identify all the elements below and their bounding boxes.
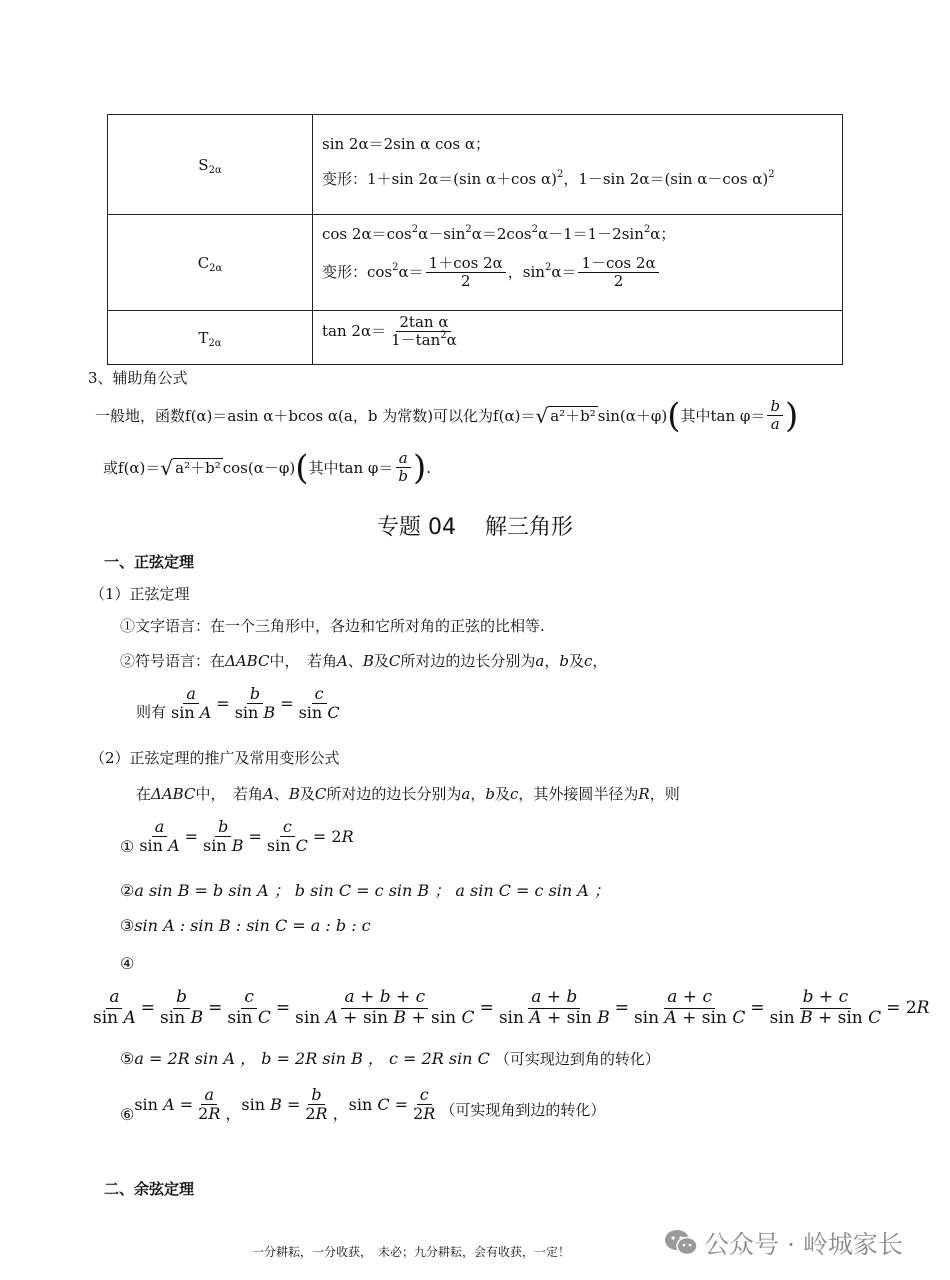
formula-3	[120, 916, 371, 935]
watermark-text: 公众号 · 岭城家长	[704, 1230, 903, 1259]
c2a-frac1	[426, 255, 506, 291]
eq-sign: =	[216, 694, 230, 714]
s2a-line2-b: ，1－sin 2α＝(sin α－cos α)	[563, 170, 769, 188]
t: ，	[592, 652, 608, 670]
aux-p1-frac	[767, 398, 783, 434]
eq-sign: =	[614, 998, 629, 1019]
sup-2: 2	[392, 261, 399, 273]
frac-sum-ac: $\frac{a + c}{\text{sin A + sin C}}$	[633, 987, 746, 1028]
s2a-sup2: 2	[768, 169, 775, 180]
t: 及	[373, 652, 389, 670]
frac-num: 1＋cos 2α	[426, 255, 506, 273]
formula-6	[120, 1086, 605, 1124]
frac-b-sinB: $\frac{b}{\text{sin B}}$	[160, 987, 204, 1028]
label-sub: 2α	[208, 164, 222, 176]
frac-a-sinA: $\frac{a}{\text{sin A}}$	[93, 987, 136, 1028]
circle-number: ⑥	[120, 1104, 135, 1124]
s2a-line2-a: 变形：1＋sin 2α＝(sin α＋cos α)	[322, 170, 557, 188]
frac-a-2r: $\frac{a}{2R}$	[198, 1085, 221, 1124]
aux-p2-after: cos(α－φ)	[222, 459, 296, 478]
t: 中， 若角	[195, 785, 263, 803]
label-main: S	[198, 155, 209, 174]
var: b	[559, 652, 569, 670]
c2a-v-prefix: 变形：cos	[322, 262, 393, 281]
label-main: T	[198, 328, 209, 347]
row-label-s2a	[108, 115, 313, 215]
eq-sign: =	[184, 827, 199, 847]
eq-sign: =	[275, 998, 291, 1019]
eq-2r: = 2R	[312, 827, 354, 847]
s2a-line1: sin 2α＝2sin α cos α；	[322, 135, 490, 153]
t: 及	[568, 652, 584, 670]
row-body-c2a	[313, 215, 843, 311]
aux-p1-func: f(α)＝asin α＋bcos α(a，b 为常数)可以化为	[185, 407, 494, 426]
frac-num: b	[767, 398, 783, 416]
eq-2r: = 2R	[886, 998, 930, 1019]
c2a-a: cos 2α＝cos	[322, 225, 412, 243]
var: C	[388, 652, 401, 670]
circle-number: ①	[120, 836, 135, 856]
frac-b-sinB: $\frac{b}{\text{sin B}}$	[203, 817, 244, 856]
row-body-t2a	[313, 311, 843, 365]
radicand: a²＋b²	[550, 406, 596, 425]
aux-p1-f: f(α)＝	[493, 407, 536, 426]
row-label-c2a	[108, 215, 313, 311]
eq-sign: =	[280, 694, 294, 714]
eq6-note: （可实现角到边的转化）	[440, 1100, 606, 1119]
t: 及	[299, 785, 315, 803]
c2a-e: α；	[650, 225, 676, 243]
formula-5	[120, 1046, 660, 1069]
t2a-prefix: tan 2α＝	[322, 321, 387, 340]
t: ，其外接圆半径为	[518, 785, 639, 803]
circle-number: ⑤	[120, 1049, 135, 1068]
var: A	[262, 785, 274, 803]
s2a-formula	[322, 133, 490, 154]
sub-sine-rule: （1）正弦定理	[90, 585, 190, 603]
c2a-b: α－sin	[418, 225, 466, 243]
frac-den: a	[770, 415, 780, 434]
right-paren: )	[785, 395, 799, 436]
table-row-s2a	[108, 115, 843, 215]
item-symbol-language	[120, 650, 607, 671]
eq-sign: =	[248, 827, 262, 847]
circle-number: ③	[120, 916, 135, 935]
frac-den-main: 1－tan	[391, 331, 441, 350]
watermark	[664, 1225, 903, 1261]
t: 所对边的边长分别为	[400, 652, 536, 670]
sub-extension: （2）正弦定理的推广及常用变形公式	[90, 749, 340, 767]
aux-title: 3、辅助角公式	[88, 369, 188, 387]
s2a-variant	[322, 168, 775, 189]
t2a-formula	[322, 314, 462, 350]
frac-c-sinC: $\frac{c}{\text{sin C}}$	[298, 684, 340, 723]
right-paren: )	[412, 447, 427, 488]
t: 在	[136, 785, 152, 803]
frac-num: 2tan α	[396, 314, 451, 332]
t: 中， 若角	[269, 652, 337, 670]
frac-a-sinA: $\frac{a}{\text{sin A}}$	[171, 684, 212, 723]
sinA-eq: sin A =	[134, 1095, 194, 1115]
formula-2	[120, 878, 610, 901]
var: a	[535, 652, 545, 670]
aux-p1-prefix: 一般地，函数	[95, 407, 186, 426]
frac-den	[388, 332, 460, 349]
section-cosine-rule: 二、余弦定理	[104, 1180, 195, 1198]
var: A	[336, 652, 348, 670]
var: c	[509, 785, 519, 803]
t: ，则	[649, 785, 680, 803]
sup-2: 2	[440, 330, 447, 342]
triangle-abc: ΔABC	[225, 652, 270, 670]
t: ②符号语言：在	[120, 652, 226, 670]
radical-sign: √	[535, 403, 549, 428]
topic-heading: 专题 04 解三角形	[377, 515, 573, 540]
aux-p2-sqrt	[160, 455, 222, 480]
frac-num: 1－cos 2α	[578, 255, 658, 273]
formula-table	[107, 114, 843, 365]
aux-p1-sqrt	[535, 403, 597, 428]
row-body-s2a	[313, 115, 843, 215]
sup-2: 2	[643, 224, 651, 235]
sinC-eq: sin C =	[348, 1095, 409, 1115]
c2a-c: α＝2cos	[471, 225, 532, 243]
aux-p2-frac	[395, 450, 411, 486]
eq-sign: =	[750, 998, 765, 1019]
aux-line2	[103, 447, 432, 488]
aux-p2-end: .	[426, 458, 432, 477]
var: c	[583, 652, 593, 670]
triangle-abc: ΔABC	[151, 785, 196, 803]
frac-c-sinC: $\frac{c}{\text{sin C}}$	[227, 987, 271, 1028]
sup-2: 2	[411, 224, 419, 235]
eq5-text: a = 2R sin A ， b = 2R sin B ， c = 2R sin C	[134, 1049, 490, 1068]
sinB-eq: sin B =	[241, 1095, 301, 1115]
c2a-frac2	[578, 255, 658, 291]
t: 所对边的边长分别为	[326, 785, 462, 803]
aux-p2-f: f(α)＝	[118, 459, 161, 478]
t: 及	[494, 785, 510, 803]
var: b	[485, 785, 495, 803]
comma: ，	[332, 1103, 349, 1123]
c2a-formula	[322, 223, 675, 244]
c2a-d: α－1＝1－2sin	[537, 225, 644, 243]
t: ，	[544, 652, 560, 670]
frac-sum-bc: $\frac{b + c}{\text{sin B + sin C}}$	[769, 987, 882, 1028]
t: 、	[347, 652, 363, 670]
label-sub: 2α	[208, 337, 222, 349]
row-label-t2a	[108, 311, 313, 365]
eq-sign: =	[479, 998, 494, 1019]
t: 、	[273, 785, 289, 803]
c2a-variant	[322, 255, 661, 291]
aux-line1	[95, 395, 799, 436]
comma: ，	[225, 1103, 242, 1123]
frac-den: b	[398, 467, 408, 486]
then-has: 则有	[136, 702, 167, 721]
var: B	[288, 785, 300, 803]
var: B	[362, 652, 374, 670]
radical-sign: √	[160, 455, 174, 480]
section-sine-rule: 一、正弦定理	[104, 553, 195, 571]
c2a-v-eq2: α＝	[551, 262, 577, 281]
sup-2: 2	[531, 224, 538, 235]
frac-a-sinA: $\frac{a}{\text{sin A}}$	[139, 817, 180, 856]
extension-intro	[136, 783, 680, 804]
sup-2: 2	[544, 261, 552, 273]
formula-4	[88, 988, 929, 1028]
eq5-note: （可实现边到角的转化）	[494, 1050, 660, 1068]
var: R	[638, 785, 650, 803]
eq2-text: a sin B = b sin A ； b sin C = c sin B ； a sin C = c sin A ；	[134, 881, 610, 900]
left-paren: (	[667, 395, 681, 436]
eq-sign: =	[208, 998, 223, 1019]
c2a-v-eq: α＝	[398, 262, 424, 281]
circle-number: ②	[120, 881, 135, 900]
left-paren: (	[295, 447, 309, 488]
frac-b-2r: $\frac{b}{2R}$	[305, 1085, 328, 1124]
formula-4-label: ④	[120, 954, 135, 973]
wechat-icon	[664, 1228, 698, 1258]
table-row-t2a	[108, 311, 843, 365]
label-main: C	[197, 253, 210, 272]
radicand: a²＋b²	[175, 458, 221, 477]
c2a-v-sep: ，sin	[507, 262, 545, 281]
aux-p2-paren-text: 其中tan φ＝	[308, 459, 394, 478]
s2a-sup1: 2	[556, 169, 564, 180]
var: C	[314, 785, 327, 803]
frac-den: 2	[460, 272, 471, 291]
var: a	[461, 785, 471, 803]
footer-motto: 一分耕耘，一分收获， 未必；九分耕耘，会有收获，一定！	[252, 1245, 571, 1259]
aux-p1-after: sin(α＋φ)	[597, 407, 668, 426]
formula-1	[120, 818, 354, 856]
frac-c-2r: $\frac{c}{2R}$	[413, 1085, 436, 1124]
frac-sum-abc: $\frac{a + b + c}{\text{sin A + sin B + sin C}}$	[295, 987, 475, 1028]
label-sub: 2α	[209, 262, 223, 274]
frac-den: 2	[613, 272, 624, 291]
frac-b-sinB: $\frac{b}{\text{sin B}}$	[234, 684, 276, 723]
item-text-language: ①文字语言：在一个三角形中，各边和它所对角的正弦的比相等.	[120, 617, 545, 635]
eq3-text: sin A : sin B : sin C = a : b : c	[134, 916, 371, 935]
frac-den-tail: α	[446, 331, 457, 350]
eq-sign: =	[140, 998, 156, 1019]
t: ，	[470, 785, 486, 803]
aux-p1-paren-text: 其中tan φ＝	[680, 407, 766, 426]
frac-num: a	[396, 450, 411, 468]
frac-c-sinC: $\frac{c}{\text{sin C}}$	[266, 817, 308, 856]
frac-sum-ab: $\frac{a + b}{\text{sin A + sin B}}$	[498, 987, 610, 1028]
t2a-frac	[388, 314, 460, 350]
sine-rule-equation	[136, 685, 345, 723]
table-row-c2a	[108, 215, 843, 311]
sup-2: 2	[465, 224, 472, 235]
aux-p2-prefix: 或	[103, 459, 119, 478]
